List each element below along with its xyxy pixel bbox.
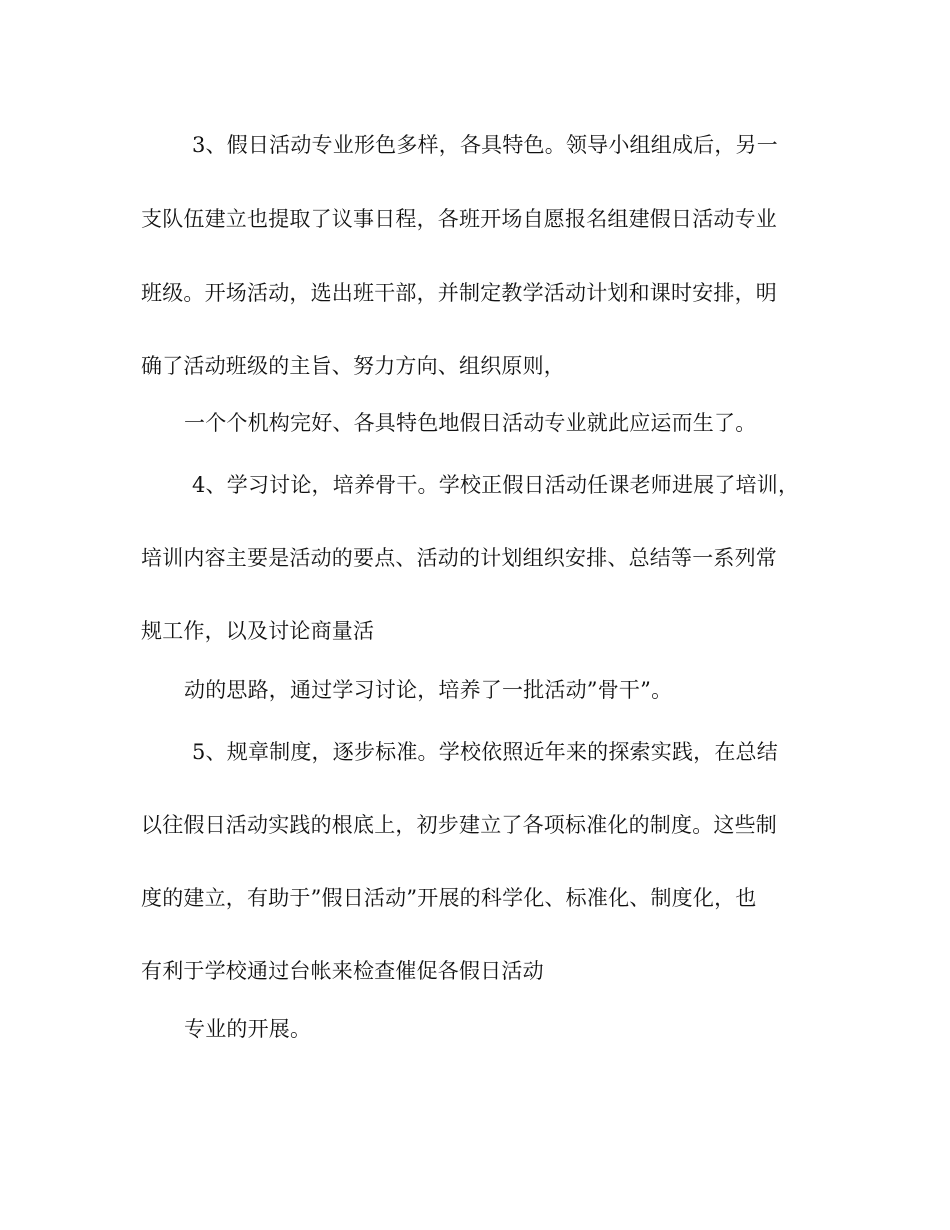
paragraph-3-line-4: 确了活动班级的主旨、努力方向、组织原则， bbox=[141, 354, 565, 378]
paragraph-4-line-4: 动的思路，通过学习讨论，培养了一批活动”骨干”。 bbox=[184, 678, 673, 702]
paragraph-3-line-3: 班级。开场活动，选出班干部，并制定教学活动计划和课时安排，明 bbox=[141, 281, 777, 305]
paragraph-3-line-1: 3、假日活动专业形色多样，各具特色。领导小组组成后，另一 bbox=[192, 133, 778, 157]
paragraph-5-line-2: 以往假日活动实践的根底上，初步建立了各项标准化的制度。这些制 bbox=[141, 813, 777, 837]
paragraph-5-line-5: 专业的开展。 bbox=[184, 1017, 312, 1041]
paragraph-3-line-2: 支队伍建立也提取了议事日程，各班开场自愿报名组建假日活动专业 bbox=[141, 207, 777, 231]
paragraph-4-line-1: 4、学习讨论，培养骨干。学校正假日活动任课老师进展了培训， bbox=[192, 473, 800, 497]
paragraph-5-line-1: 5、规章制度，逐步标准。学校依照近年来的探索实践，在总结 bbox=[192, 740, 778, 764]
paragraph-3-line-5: 一个个机构完好、各具特色地假日活动专业就此应运而生了。 bbox=[184, 411, 757, 435]
paragraph-4-line-3: 规工作，以及讨论商量活 bbox=[141, 619, 375, 643]
paragraph-5-line-3: 度的建立，有助于”假日活动”开展的科学化、标准化、制度化，也 bbox=[141, 886, 757, 910]
paragraph-4-line-2: 培训内容主要是活动的要点、活动的计划组织安排、总结等一系列常 bbox=[141, 546, 777, 570]
paragraph-5-line-4: 有利于学校通过台帐来检查催促各假日活动 bbox=[141, 959, 544, 983]
